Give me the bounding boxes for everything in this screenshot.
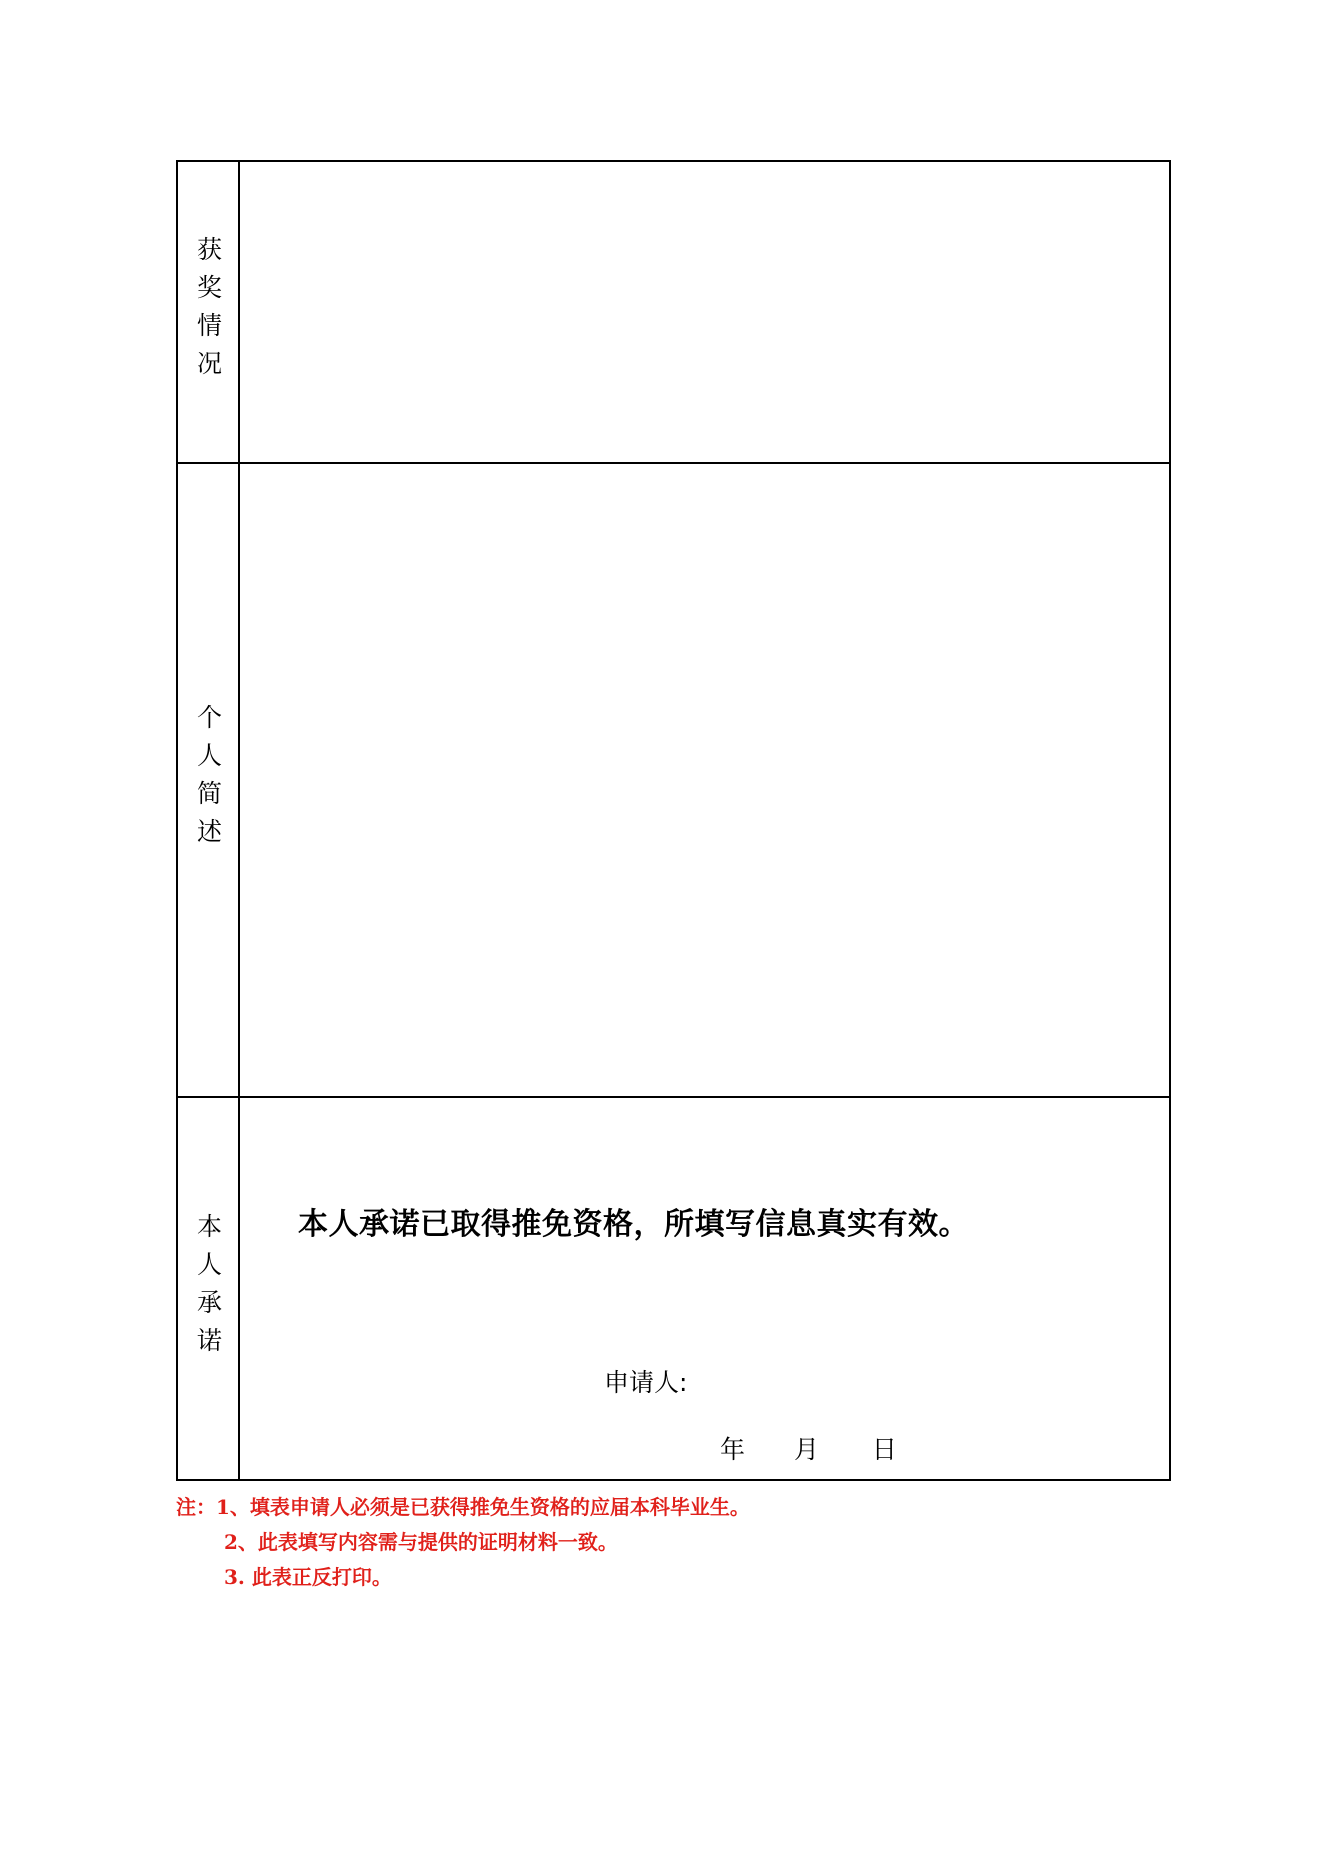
form-notes bbox=[176, 1490, 750, 1595]
awards-content-cell[interactable] bbox=[240, 162, 1169, 462]
awards-row bbox=[178, 162, 1169, 464]
note-item: 2、此表填写内容需与提供的证明材料一致。 bbox=[224, 1530, 618, 1554]
promise-row bbox=[178, 1098, 1169, 1479]
application-form-table bbox=[176, 160, 1171, 1481]
promise-statement: 本人承诺已取得推免资格，所填写信息真实有效。 bbox=[298, 1207, 969, 1242]
date-day-label: 日 bbox=[871, 1435, 897, 1464]
awards-label-cell bbox=[178, 162, 240, 462]
promise-label-cell bbox=[178, 1098, 240, 1479]
date-year-label: 年 bbox=[720, 1435, 746, 1464]
promise-label: 本人承诺 bbox=[193, 1212, 223, 1365]
awards-label: 获奖情况 bbox=[193, 236, 223, 388]
signature-date bbox=[720, 1430, 897, 1466]
profile-content-cell[interactable] bbox=[240, 464, 1169, 1096]
profile-row bbox=[178, 464, 1169, 1098]
note-item: 3. 此表正反打印。 bbox=[224, 1565, 392, 1589]
profile-label: 个人简述 bbox=[193, 704, 223, 856]
date-month-label: 月 bbox=[793, 1435, 819, 1464]
applicant-signature-label: 申请人: bbox=[604, 1368, 688, 1397]
note-item: 注：1、填表申请人必须是已获得推免生资格的应届本科毕业生。 bbox=[176, 1495, 750, 1519]
profile-label-cell bbox=[178, 464, 240, 1096]
promise-content-cell bbox=[240, 1098, 1169, 1479]
